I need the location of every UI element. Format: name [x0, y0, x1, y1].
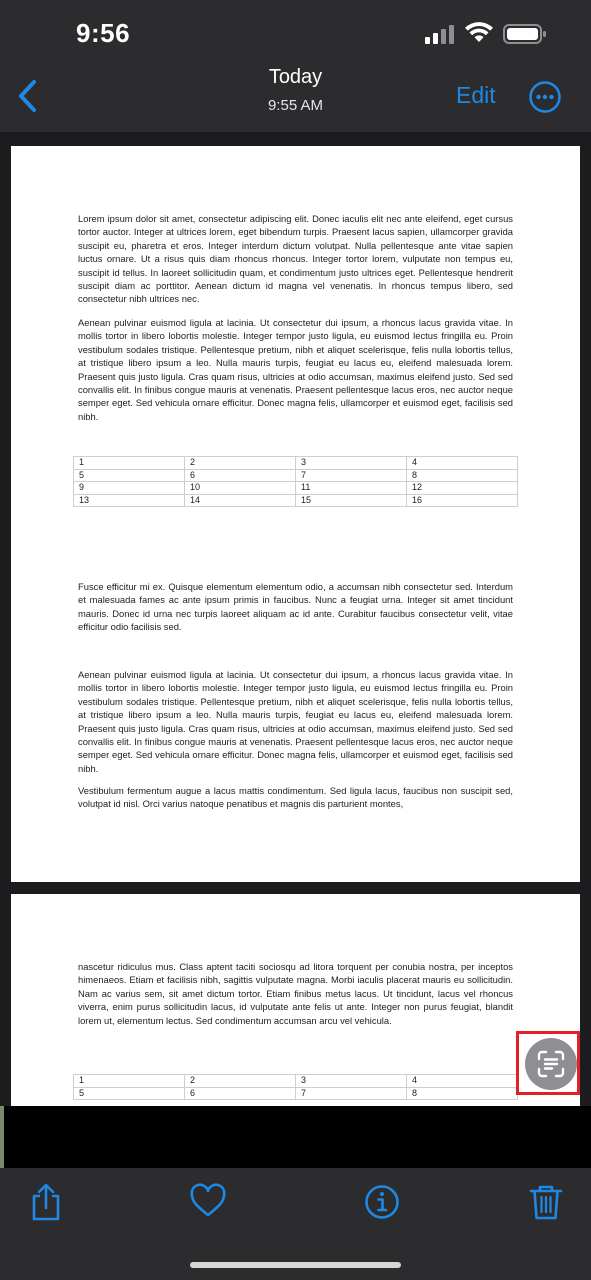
table-cell: 8	[407, 469, 518, 482]
thumbnail-strip[interactable]	[0, 1106, 591, 1168]
info-icon[interactable]	[362, 1182, 402, 1222]
table-cell: 3	[296, 457, 407, 470]
table-cell: 2	[185, 1075, 296, 1088]
nav-subtitle: 9:55 AM	[267, 97, 324, 114]
status-time: 9:56	[76, 18, 131, 48]
table-cell: 14	[185, 494, 296, 507]
paragraph: nascetur ridiculus mus. Class aptent taciti sociosqu ad litora torquent per conubia nostra, per inceptos himenaeos. Etiam et facilisis nibh, sagittis vulputate magna. Morbi iaculis placerat mauris eu sollicitudin. Nam ac varius sem, sit amet dictum tortor. Etiam finibus metus lacus. Ut tincidunt, lacus vel rhoncus viverra, enim purus sollicitudin lacus, id vulputate ante felis ut ante. Integer non purus feugiat, blandit lorem ut, elementum lectus. Sed condimentum accumsan arcu vel vehicula.	[78, 961, 513, 1026]
live-text-icon	[537, 1050, 565, 1078]
table-cell: 15	[296, 494, 407, 507]
table-cell: 7	[296, 469, 407, 482]
table-cell: 1	[74, 457, 185, 470]
heart-icon[interactable]	[188, 1182, 228, 1222]
table-cell: 4	[407, 1075, 518, 1088]
table-row	[74, 469, 518, 482]
table-cell: 1	[74, 1075, 185, 1088]
paragraph: Fusce efficitur mi ex. Quisque elementum elementum odio, a accumsan nibh consectetur sed. Interdum et malesuada fames ac ante ipsum primis in faucibus. Nunc a feugiat urna. Integer sit amet tincidunt mauris. Donec id urna nec turpis laoreet aliquam ac id ante. Curabitur faucibus consectetur velit, vitae efficitur odio facilisis sed.	[78, 581, 513, 633]
trash-icon[interactable]	[526, 1182, 566, 1222]
table-cell: 12	[407, 482, 518, 495]
live-text-button[interactable]	[525, 1038, 577, 1090]
data-table	[73, 1074, 518, 1100]
table-row	[74, 1087, 518, 1100]
table-cell: 6	[185, 469, 296, 482]
table-cell: 2	[185, 457, 296, 470]
status-bar	[0, 0, 591, 60]
table-row	[74, 1075, 518, 1088]
share-icon[interactable]	[26, 1182, 66, 1222]
table-cell: 9	[74, 482, 185, 495]
table-cell: 3	[296, 1075, 407, 1088]
edit-button[interactable]: Edit	[456, 82, 496, 108]
table-cell: 7	[296, 1087, 407, 1100]
table-cell: 16	[407, 494, 518, 507]
table-cell: 11	[296, 482, 407, 495]
table-cell: 10	[185, 482, 296, 495]
home-indicator[interactable]	[190, 1262, 401, 1268]
paragraph: Aenean pulvinar euismod ligula at lacinia. Ut consectetur dui ipsum, a rhoncus lacus gravida vitae. In mollis tortor in libero lobortis molestie. Integer tempor justo ligula, eu euismod lectus fringilla eu. Proin vestibulum sodales tristique. Pellentesque pretium, nibh et aliquet scelerisque, felis nulla lobortis tellus, at tristique libero ipsum a leo. Nulla mauris turpis, feugiat eu lacus eu, eleifend malesuada lorem. Praesent quis justo ligula. Cras quam risus, ultricies at odio accumsan, maximus eleifend justo. Sed sed convallis elit. In finibus congue mauris at venenatis. Praesent pellentesque lacus eros, nec auctor neque semper eget. Sed vehicula ornare efficitur. Donec magna felis, ullamcorper et euismod eget, facilisis sed nibh.	[78, 669, 513, 774]
table-row	[74, 457, 518, 470]
table-cell: 5	[74, 469, 185, 482]
wifi-icon	[465, 22, 493, 44]
table-row	[74, 494, 518, 507]
more-options-icon[interactable]	[528, 80, 562, 114]
document-page-1	[11, 146, 580, 882]
cellular-signal-icon	[425, 24, 455, 44]
data-table	[73, 456, 518, 507]
paragraph: Aenean pulvinar euismod ligula at lacinia. Ut consectetur dui ipsum, a rhoncus lacus gravida vitae. In mollis tortor in libero lobortis molestie. Integer tempor justo ligula, eu euismod lectus fringilla eu. Proin vestibulum sodales tristique. Pellentesque pretium, nibh et aliquet scelerisque, felis nulla lobortis tellus, at tristique libero ipsum a leo. Nulla mauris turpis, feugiat eu lacus eu, eleifend malesuada lorem. Praesent quis justo ligula. Cras quam risus, ultricies at odio accumsan, maximus eleifend justo. Sed sed convallis elit. In finibus congue mauris at venenatis. Praesent pellentesque lacus eros, nec auctor neque semper eget. Sed vehicula ornare efficitur. Donec magna felis, ullamcorper et euismod eget, facilisis sed nibh.	[78, 317, 513, 422]
battery-icon	[503, 24, 547, 44]
table-cell: 5	[74, 1087, 185, 1100]
table-cell: 4	[407, 457, 518, 470]
paragraph: Lorem ipsum dolor sit amet, consectetur adipiscing elit. Donec iaculis elit nec ante eleifend, eget cursus tortor auctor. Integer at ultrices lorem, eget bibendum turpis. Praesent lacus sapien, ullamcorper gravida suscipit eu, pharetra et eros. Integer interdum dictum volutpat. Nulla pellentesque ante vitae sapien luctus ornare. Ut a risus quis diam rhoncus rhoncus. Integer tortor lorem, vulputate non tempus eu, suscipit id tellus. In laoreet sollicitudin quam, et condimentum justo ultrices eget. Pellentesque hendrerit suscipit diam ac porttitor. Aenean dictum id magna vel venenatis. In rhoncus tempus libero, sed consectetur nibh ultrices nec.	[78, 213, 513, 305]
document-page-2	[11, 894, 580, 1106]
navigation-bar	[0, 60, 591, 132]
table-cell: 6	[185, 1087, 296, 1100]
document-viewer[interactable]	[0, 132, 591, 1106]
nav-title: Today	[268, 66, 323, 88]
table-row	[74, 482, 518, 495]
paragraph: Vestibulum fermentum augue a lacus mattis condimentum. Sed ligula lacus, faucibus non suscipit sed, volutpat id nisl. Orci varius natoque penatibus et magnis dis parturient montes,	[78, 785, 513, 810]
table-cell: 13	[74, 494, 185, 507]
thumbnail-image[interactable]	[0, 1106, 4, 1168]
table-cell: 8	[407, 1087, 518, 1100]
